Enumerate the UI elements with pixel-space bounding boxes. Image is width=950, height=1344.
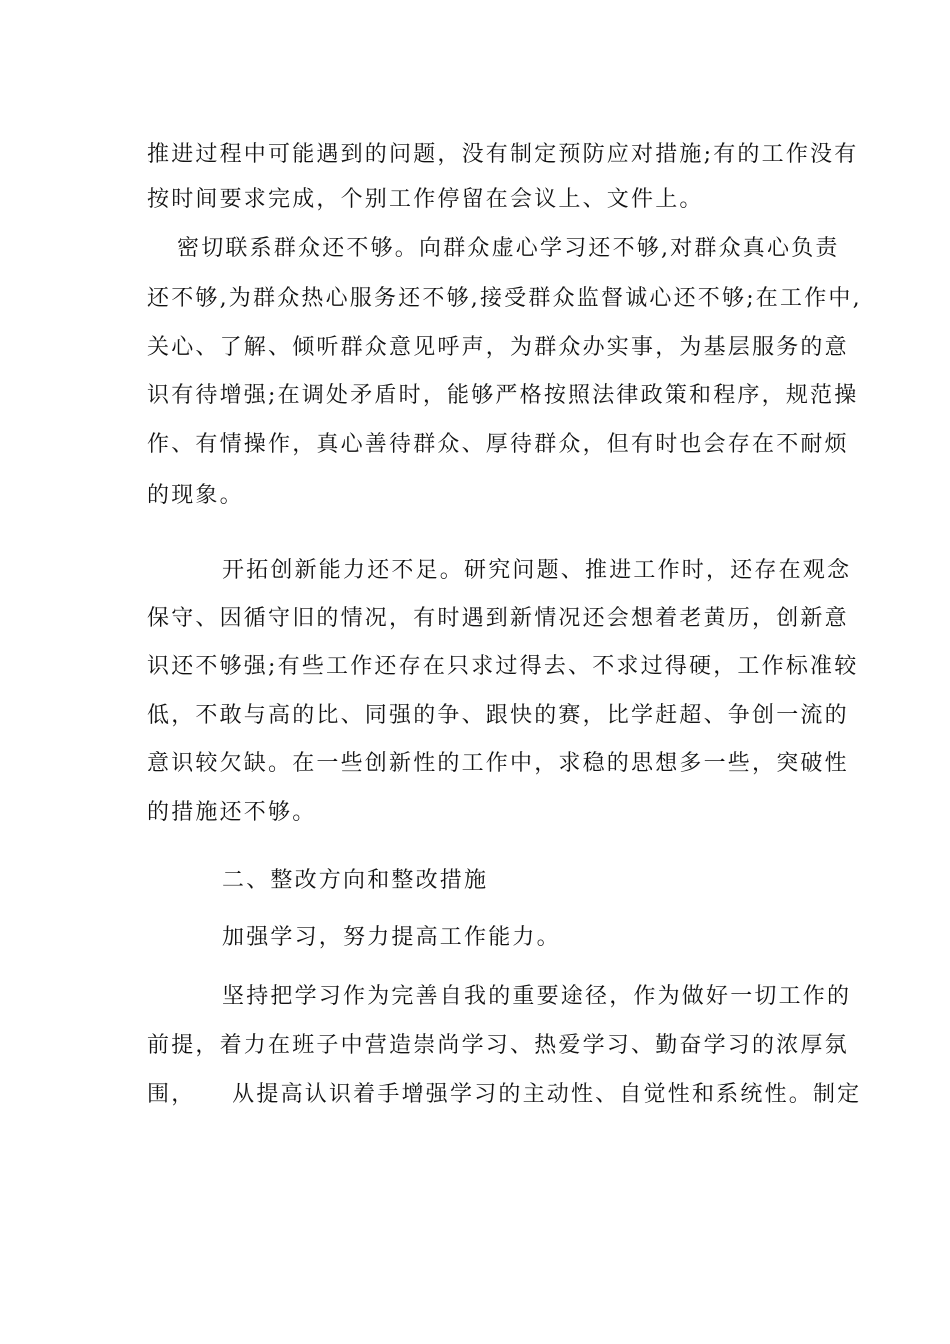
text-line: 推进过程中可能遇到的问题，没有制定预防应对措施;有的工作没有 (147, 142, 859, 167)
text-line: 密切联系群众还不够。向群众虚心学习还不够,对群众真心负责 (177, 236, 840, 261)
text-line: 的现象。 (147, 483, 244, 508)
text-line: 开拓创新能力还不足。研究问题、推进工作时，还存在观念 (222, 558, 852, 583)
text-line: 作、有情操作，真心善待群众、厚待群众，但有时也会存在不耐烦 (147, 432, 849, 457)
text-line: 关心、了解、倾听群众意见呼声，为群众办实事，为基层服务的意 (147, 335, 849, 360)
text-line: 二、整改方向和整改措施 (222, 868, 489, 893)
text-line: 按时间要求完成，个别工作停留在会议上、文件上。 (147, 187, 704, 212)
text-line: 意识较欠缺。在一些创新性的工作中，求稳的思想多一些，突破性 (147, 751, 849, 776)
text-line: 低，不敢与高的比、同强的争、跟快的赛，比学赶超、争创一流的 (147, 703, 849, 728)
text-line: 识有待增强;在调处矛盾时，能够严格按照法律政策和程序，规范操 (147, 383, 859, 408)
text-line: 保守、因循守旧的情况，有时遇到新情况还会想着老黄历，创新意 (147, 606, 849, 631)
text-line: 加强学习，努力提高工作能力。 (222, 925, 561, 950)
text-line: 前提，着力在班子中营造崇尚学习、热爱学习、勤奋学习的浓厚氛 (147, 1033, 849, 1058)
text-line: 的措施还不够。 (147, 800, 317, 825)
text-line: 坚持把学习作为完善自我的重要途径，作为做好一切工作的 (222, 984, 852, 1009)
text-line: 围， 从提高认识着手增强学习的主动性、自觉性和系统性。制定 (147, 1082, 862, 1107)
text-line: 识还不够强;有些工作还存在只求过得去、不求过得硬，工作标准较 (147, 654, 859, 679)
text-line: 还不够,为群众热心服务还不够,接受群众监督诚心还不够;在工作中, (147, 286, 862, 311)
